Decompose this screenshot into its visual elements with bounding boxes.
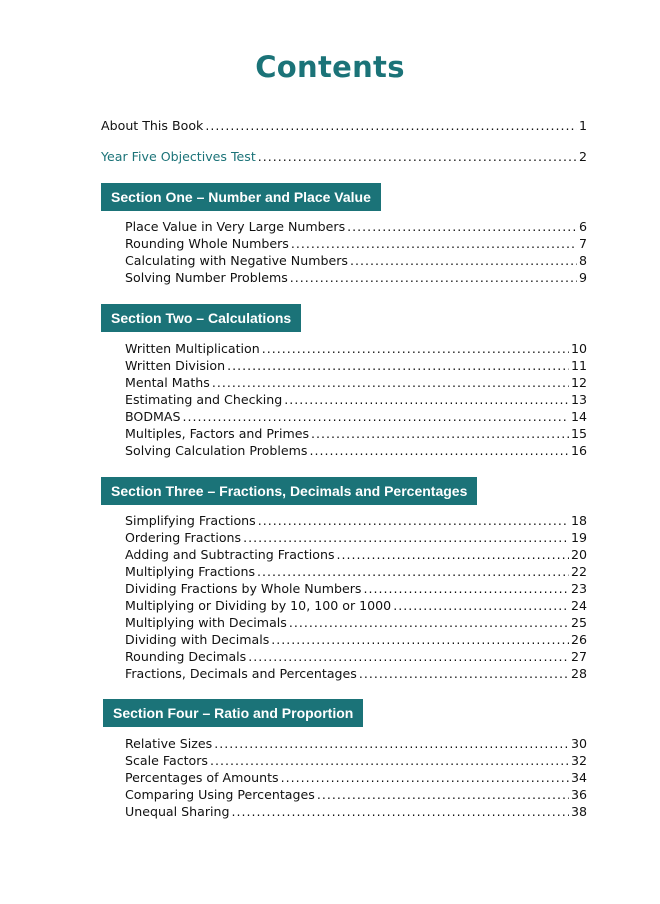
section-heading-three: Section Three – Fractions, Decimals and Percentages: [101, 477, 477, 505]
toc-item-label: Rounding Decimals: [125, 649, 247, 664]
toc-item-page: 27: [570, 649, 587, 664]
toc-item-label: Adding and Subtracting Fractions: [125, 547, 335, 562]
toc-item-page: 38: [570, 804, 587, 819]
toc-item-label: Rounding Whole Numbers: [125, 236, 289, 251]
toc-item[interactable]: [125, 787, 587, 803]
dot-leader: [284, 392, 569, 408]
toc-item-page: 23: [570, 581, 587, 596]
dot-leader: [212, 375, 569, 391]
toc-item[interactable]: [125, 598, 587, 614]
dot-leader: [227, 358, 569, 374]
toc-item[interactable]: [125, 341, 587, 357]
toc-item[interactable]: [125, 375, 587, 391]
toc-item[interactable]: [125, 581, 587, 597]
toc-entry-about[interactable]: [101, 118, 587, 134]
toc-item[interactable]: [125, 736, 587, 752]
toc-entry-page: 1: [578, 118, 587, 133]
toc-entry-label: About This Book: [101, 118, 204, 133]
toc-item-page: 22: [570, 564, 587, 579]
dot-leader: [258, 149, 577, 165]
toc-item-page: 28: [570, 666, 587, 681]
toc-item-label: Place Value in Very Large Numbers: [125, 219, 346, 234]
dot-leader: [290, 270, 577, 286]
toc-item-page: 13: [570, 392, 587, 407]
toc-item[interactable]: [125, 270, 587, 286]
toc-item-label: Comparing Using Percentages: [125, 787, 315, 802]
toc-item-label: Multiplying Fractions: [125, 564, 256, 579]
toc-entry-label: Year Five Objectives Test: [101, 149, 256, 164]
toc-entry-page: 2: [578, 149, 587, 164]
dot-leader: [317, 787, 569, 803]
toc-item-page: 16: [570, 443, 587, 458]
dot-leader: [363, 581, 569, 597]
dot-leader: [262, 341, 569, 357]
toc-item-page: 11: [570, 358, 587, 373]
toc-item-page: 24: [570, 598, 587, 613]
toc-item-page: 14: [570, 409, 587, 424]
toc-item[interactable]: [125, 409, 587, 425]
toc-item-page: 26: [570, 632, 587, 647]
toc-item-page: 36: [570, 787, 587, 802]
toc-item-label: Written Multiplication: [125, 341, 260, 356]
toc-item[interactable]: [125, 392, 587, 408]
toc-item[interactable]: [125, 358, 587, 374]
toc-item-label: Fractions, Decimals and Percentages: [125, 666, 357, 681]
toc-item-page: 20: [570, 547, 587, 562]
toc-item-page: 32: [570, 753, 587, 768]
toc-item-label: Unequal Sharing: [125, 804, 230, 819]
dot-leader: [359, 666, 569, 682]
toc-item-label: Written Division: [125, 358, 226, 373]
toc-item-label: Scale Factors: [125, 753, 208, 768]
toc-item-label: Ordering Fractions: [125, 530, 242, 545]
toc-item[interactable]: [125, 426, 587, 442]
toc-item-label: Dividing with Decimals: [125, 632, 270, 647]
toc-item[interactable]: [125, 770, 587, 786]
dot-leader: [281, 770, 569, 786]
toc-item[interactable]: [125, 649, 587, 665]
toc-item-page: 18: [570, 513, 587, 528]
toc-item[interactable]: [125, 219, 587, 235]
dot-leader: [248, 649, 569, 665]
toc-item[interactable]: [125, 632, 587, 648]
toc-item-label: Estimating and Checking: [125, 392, 283, 407]
toc-item-page: 9: [578, 270, 587, 285]
dot-leader: [183, 409, 569, 425]
toc-item-page: 30: [570, 736, 587, 751]
toc-item-page: 15: [570, 426, 587, 441]
toc-item-page: 6: [578, 219, 587, 234]
dot-leader: [289, 615, 569, 631]
toc-item-page: 25: [570, 615, 587, 630]
dot-leader: [257, 564, 569, 580]
dot-leader: [291, 236, 577, 252]
toc-item-page: 19: [570, 530, 587, 545]
toc-item[interactable]: [125, 530, 587, 546]
section-heading-one: Section One – Number and Place Value: [101, 183, 381, 211]
toc-item-label: Percentages of Amounts: [125, 770, 279, 785]
section-heading-four: Section Four – Ratio and Proportion: [103, 699, 363, 727]
toc-item-label: Multiples, Factors and Primes: [125, 426, 310, 441]
toc-item-label: Mental Maths: [125, 375, 210, 390]
toc-item[interactable]: [125, 615, 587, 631]
dot-leader: [350, 253, 577, 269]
toc-item-label: Calculating with Negative Numbers: [125, 253, 348, 268]
toc-item[interactable]: [125, 253, 587, 269]
dot-leader: [337, 547, 569, 563]
toc-item-label: Simplifying Fractions: [125, 513, 256, 528]
toc-item-label: Solving Calculation Problems: [125, 443, 308, 458]
dot-leader: [210, 753, 569, 769]
toc-item-page: 12: [570, 375, 587, 390]
toc-item-label: Multiplying with Decimals: [125, 615, 287, 630]
toc-entry-objectives-test[interactable]: [101, 149, 587, 165]
section-heading-two: Section Two – Calculations: [101, 304, 301, 332]
toc-item-label: Dividing Fractions by Whole Numbers: [125, 581, 362, 596]
dot-leader: [309, 443, 569, 459]
toc-item-page: 34: [570, 770, 587, 785]
toc-item-page: 10: [570, 341, 587, 356]
toc-item-label: BODMAS: [125, 409, 181, 424]
toc-item-page: 7: [578, 236, 587, 251]
dot-leader: [243, 530, 569, 546]
toc-item-page: 8: [578, 253, 587, 268]
toc-item[interactable]: [125, 753, 587, 769]
dot-leader: [258, 513, 569, 529]
toc-item[interactable]: [125, 443, 587, 459]
dot-leader: [347, 219, 577, 235]
dot-leader: [205, 118, 577, 134]
toc-item[interactable]: [125, 547, 587, 563]
dot-leader: [214, 736, 569, 752]
toc-item[interactable]: [125, 564, 587, 580]
toc-item[interactable]: [125, 804, 587, 820]
dot-leader: [271, 632, 569, 648]
toc-item[interactable]: [125, 513, 587, 529]
toc-item[interactable]: [125, 236, 587, 252]
toc-item-label: Solving Number Problems: [125, 270, 288, 285]
dot-leader: [311, 426, 569, 442]
toc-item-label: Relative Sizes: [125, 736, 213, 751]
dot-leader: [232, 804, 569, 820]
page-title: Contents: [255, 50, 405, 84]
dot-leader: [393, 598, 569, 614]
toc-item-label: Multiplying or Dividing by 10, 100 or 1000: [125, 598, 392, 613]
toc-item[interactable]: [125, 666, 587, 682]
